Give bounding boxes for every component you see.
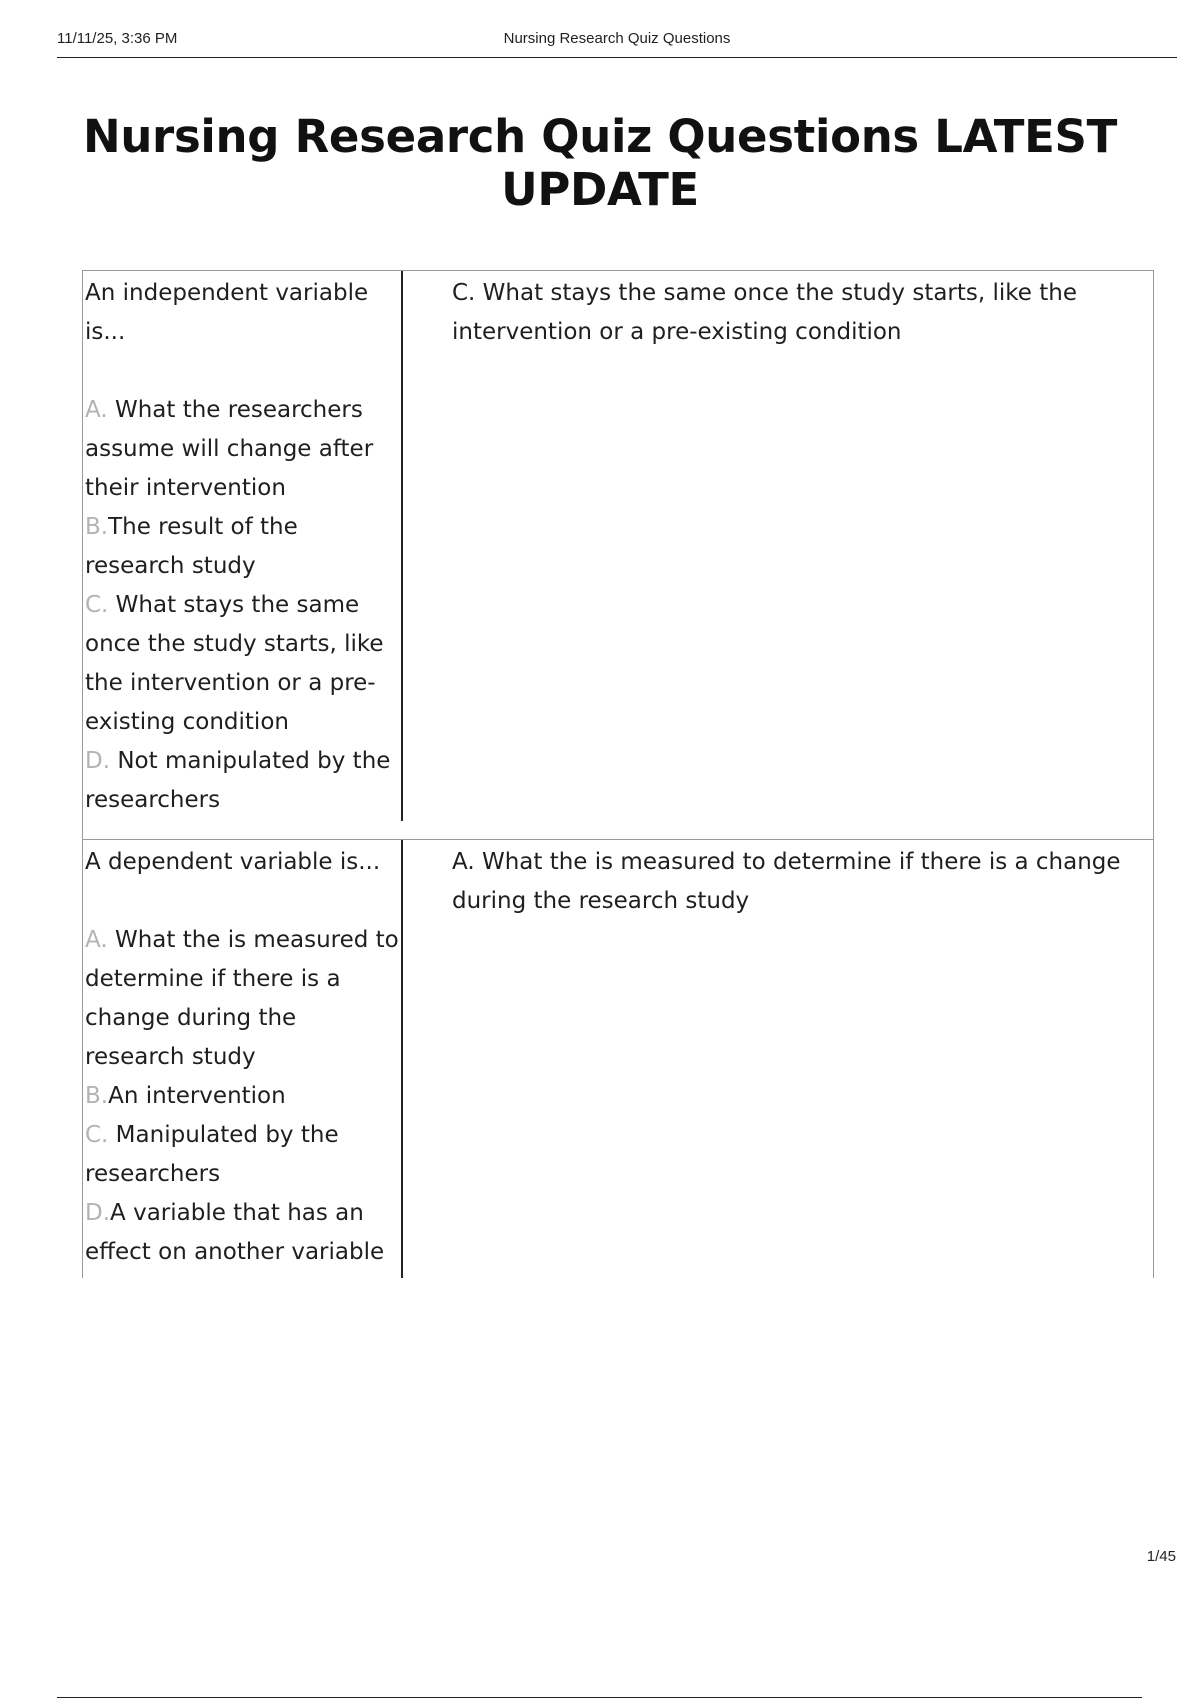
spacer <box>85 352 401 391</box>
option-letter: C. <box>85 1122 109 1148</box>
option-d <box>85 742 401 820</box>
option-letter: C. <box>85 592 109 618</box>
option-text: The result of the research study <box>85 514 298 579</box>
question-stem: An independent variable is... <box>85 280 369 345</box>
option-a <box>85 391 401 508</box>
option-letter: B. <box>85 1083 109 1109</box>
option-text: Manipulated by the researchers <box>85 1122 339 1187</box>
option-letter: D. <box>85 748 111 774</box>
qa-row <box>83 839 1153 1278</box>
option-c <box>85 586 401 742</box>
page-number: 1/45 <box>1146 1548 1176 1565</box>
answer-cell <box>403 271 1153 839</box>
question-stem: A dependent variable is... <box>85 849 381 875</box>
option-a <box>85 921 401 1077</box>
option-text: An intervention <box>108 1083 286 1109</box>
footer-divider <box>57 1697 1142 1698</box>
option-letter: D. <box>85 1200 111 1226</box>
page-header <box>57 0 1177 58</box>
question-cell <box>83 271 403 821</box>
option-letter: A. <box>85 397 108 423</box>
option-letter: A. <box>85 927 108 953</box>
question-cell <box>83 840 403 1278</box>
answer-text: C. What stays the same once the study starts, like the intervention or a pre-existing condition <box>452 280 1077 345</box>
header-doc-name: Nursing Research Quiz Questions <box>503 30 731 47</box>
qa-row <box>83 271 1153 839</box>
option-b <box>85 508 401 586</box>
option-letter: B. <box>85 514 109 540</box>
option-text: What the is measured to determine if there is a change during the research study <box>85 927 399 1070</box>
option-c <box>85 1116 401 1194</box>
option-text: What the researchers assume will change after their intervention <box>85 397 374 501</box>
option-text: A variable that has an effect on another variable <box>85 1200 385 1265</box>
print-datetime: 11/11/25, 3:36 PM <box>57 30 178 47</box>
spacer <box>85 882 401 921</box>
option-b <box>85 1077 401 1116</box>
document-title: Nursing Research Quiz Questions LATEST UPDATE <box>82 110 1118 216</box>
option-text: Not manipulated by the researchers <box>85 748 391 813</box>
answer-cell <box>403 840 1153 1278</box>
option-text: What stays the same once the study starts, like the intervention or a pre-existing condition <box>85 592 384 735</box>
option-d <box>85 1194 401 1272</box>
answer-text: A. What the is measured to determine if there is a change during the research study <box>452 849 1121 914</box>
qa-table <box>82 270 1154 1278</box>
